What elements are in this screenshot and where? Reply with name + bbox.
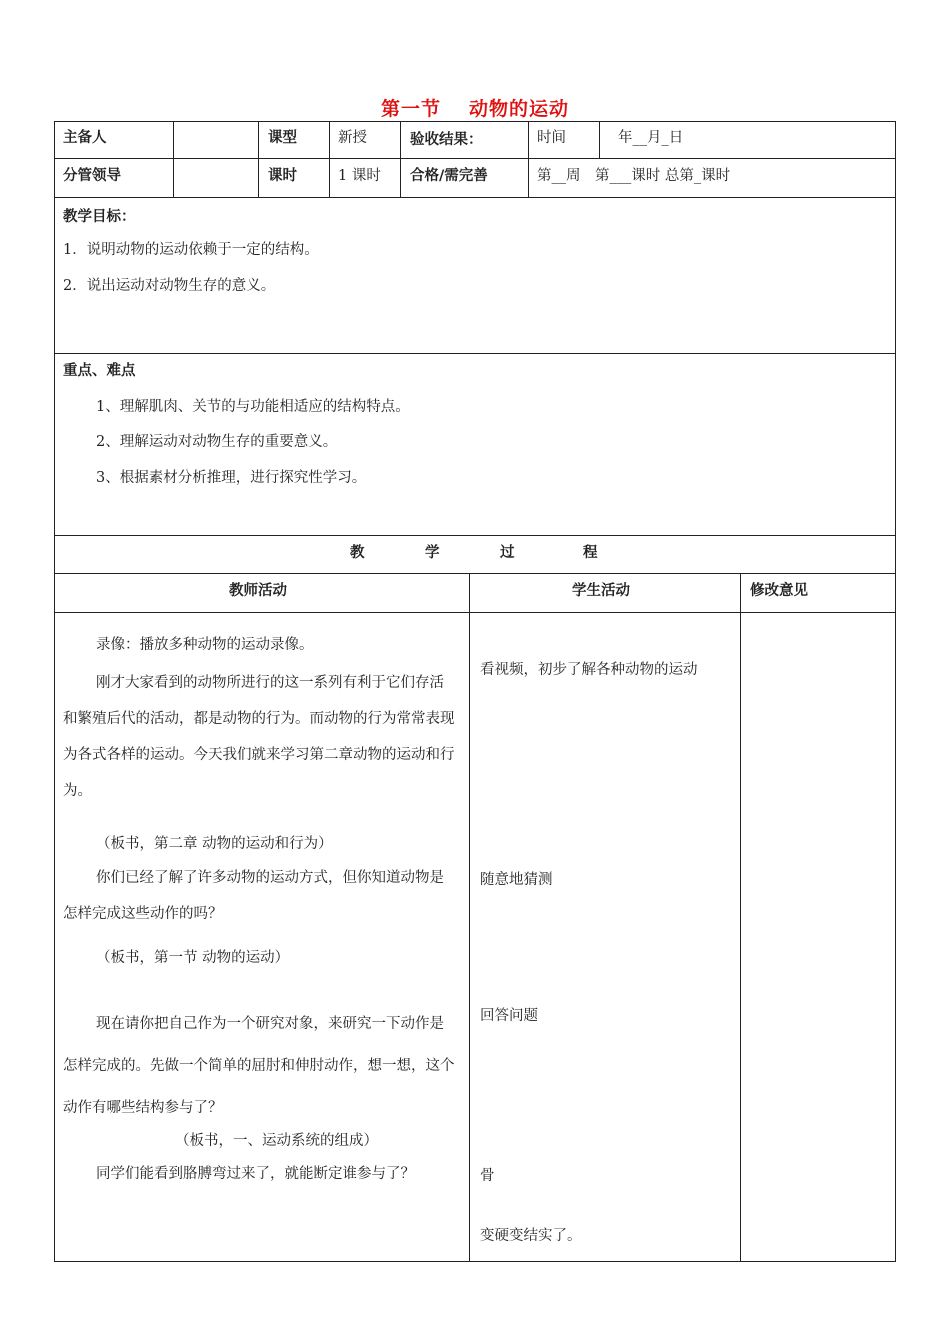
teacher-text: 你们已经了解了许多动物的运动方式，但你知道动物是怎样完成这些动作的吗？ [63, 870, 444, 922]
table-border-right [895, 121, 896, 1262]
student-activity: 看视频，初步了解各种动物的运动 [480, 662, 698, 678]
key-points-heading: 重点、难点 [63, 363, 136, 379]
process-col-divider [740, 573, 741, 1262]
objective-item: 1．说明动物的运动依赖于一定的结构。 [63, 242, 319, 258]
table-row-divider [54, 612, 896, 613]
student-activity: 变硬变结实了。 [480, 1228, 582, 1244]
table-row-divider [54, 573, 896, 574]
objectives-heading: 教学目标： [63, 209, 136, 225]
teacher-text: 录像：播放多种动物的运动录像。 [96, 637, 314, 653]
header-col-divider [329, 121, 330, 198]
teacher-paragraph [63, 1003, 458, 1129]
teacher-paragraph [63, 628, 458, 663]
col-teacher-header: 教师活动 [229, 583, 287, 599]
process-heading-char: 教 [350, 545, 365, 561]
table-row-divider [54, 535, 896, 536]
table-border-left [54, 121, 55, 1262]
title-topic: 动物的运动 [469, 98, 570, 120]
student-activity: 随意地猜测 [480, 872, 553, 888]
table-border-top [54, 121, 896, 122]
acceptance-label: 验收结果： [410, 132, 483, 148]
header-col-divider [173, 121, 174, 198]
teacher-blackboard-note: （板书，第二章 动物的运动和行为） [96, 836, 333, 852]
supervisor-label: 分管领导 [63, 168, 121, 184]
course-type-label: 课型 [268, 130, 297, 146]
key-point-item: 3、根据素材分析推理，进行探究性学习。 [96, 470, 367, 486]
table-border-bottom [54, 1261, 896, 1262]
date-value: 年__月_日 [618, 130, 684, 146]
time-label: 时间 [537, 130, 566, 146]
teacher-text: 同学们能看到胳膊弯过来了，就能断定谁参与了？ [96, 1166, 415, 1182]
periods-label: 课时 [268, 168, 297, 184]
teacher-paragraph [63, 860, 458, 932]
course-type-value: 新授 [338, 130, 367, 146]
key-point-item: 2、理解运动对动物生存的重要意义。 [96, 434, 338, 450]
teacher-paragraph [63, 1156, 458, 1192]
col-revision-header: 修改意见 [750, 583, 808, 599]
header-col-divider [258, 121, 259, 198]
teacher-blackboard-note: （板书，第一节 动物的运动） [96, 950, 290, 966]
student-activity: 骨 [480, 1168, 495, 1184]
process-heading-char: 过 [500, 545, 515, 561]
teacher-blackboard-note: （板书，一、运动系统的组成） [175, 1133, 378, 1149]
teacher-paragraph [63, 665, 458, 809]
key-point-item: 1、理解肌肉、关节的与功能相适应的结构特点。 [96, 399, 410, 415]
teacher-text: 现在请你把自己作为一个研究对象，来研究一下动作是怎样完成的。先做一个简单的屈肘和伸肘动作，想一想，这个动作有哪些结构参与了？ [63, 1016, 455, 1116]
title-section: 第一节 [380, 98, 441, 120]
status-label: 合格/需完善 [410, 168, 488, 184]
week-value: 第__周 第___课时 总第_课时 [537, 168, 731, 184]
teacher-text: 刚才大家看到的动物所进行的这一系列有利于它们存活和繁殖后代的活动，都是动物的行为。而动物的行为常常表现为各式各样的运动。今天我们就来学习第二章动物的运动和行为。 [63, 675, 455, 799]
table-row-divider [54, 158, 896, 159]
objective-item: 2．说出运动对动物生存的意义。 [63, 278, 276, 294]
header-col-divider [599, 121, 600, 159]
header-col-divider [528, 121, 529, 198]
table-row-divider [54, 353, 896, 354]
table-row-divider [54, 197, 896, 198]
page-title [0, 94, 950, 121]
lead-preparer-label: 主备人 [63, 130, 107, 146]
col-student-header: 学生活动 [572, 583, 630, 599]
student-activity: 回答问题 [480, 1008, 538, 1024]
periods-value: 1 课时 [338, 168, 381, 184]
header-col-divider [400, 121, 401, 198]
process-heading-char: 学 [425, 545, 440, 561]
process-heading-char: 程 [583, 545, 598, 561]
process-col-divider [469, 573, 470, 1262]
